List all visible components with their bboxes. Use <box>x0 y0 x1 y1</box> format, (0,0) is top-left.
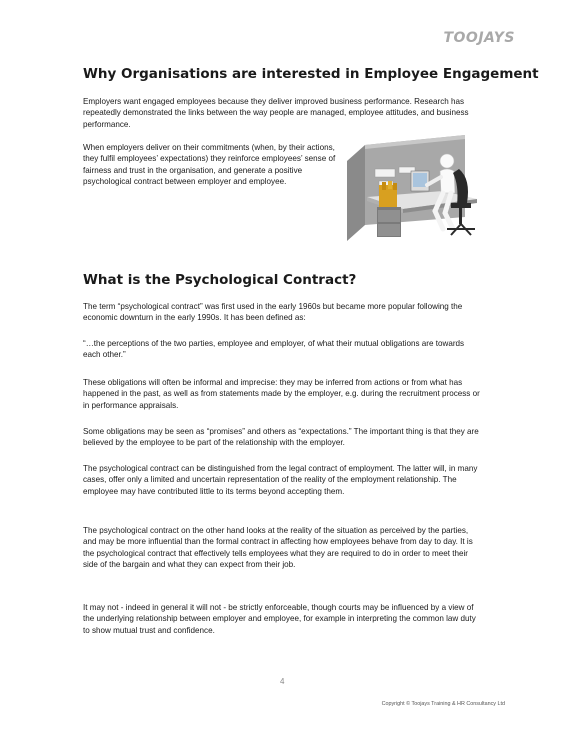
paragraph: These obligations will often be informal and imprecise: they may be inferred from actions or from what has happened in the past, as well as from statements made by the employer, e.g. during the recruitment process or in performance appraisals. <box>83 378 480 410</box>
page-number: 4 <box>280 677 285 686</box>
brand-logo-text: TOOJAYS <box>443 30 515 46</box>
paragraph: The psychological contract on the other hand looks at the reality of the situation as perceived by the parties, and may be more influential than the formal contract in affecting how employees behave from day to day. It is the psychological contract that effectively tells employees what they are required to do in order to meet their side of the bargain and what they can expect from their job. <box>83 526 473 570</box>
paragraph: The term “psychological contract” was first used in the early 1960s but became more popular following the economic downturn in the early 1990s. It has been defined as: <box>83 302 463 323</box>
office-cubicle-illustration <box>347 133 499 263</box>
copyright-notice: Copyright © Toojays Training & HR Consultancy Ltd <box>381 701 505 707</box>
paragraph: Some obligations may be seen as “promises” and others as “expectations.” The important thing is that they are believed by the employee to be part of the relationship with the employer. <box>83 427 479 448</box>
quote-paragraph: “…the perceptions of the two parties, employee and employer, of what their mutual obligations are towards each other.” <box>83 339 465 360</box>
paragraph: It may not - indeed in general it will not - be strictly enforceable, though courts may be influenced by a view of the underlying relationship between employer and employee, for example in interpreting the common law duty to show mutual trust and confidence. <box>83 603 476 635</box>
paragraph: Employers want engaged employees because they deliver improved business performance. Research has repeatedly demonstrated the links between the way people are managed, employee attitudes, and business performance. <box>83 97 469 129</box>
paragraph: The psychological contract can be distinguished from the legal contract of employment. The latter will, in many cases, offer only a limited and uncertain representation of the reality of the employment relationship. The employee may have contributed little to its terms beyond accepting them. <box>83 464 478 496</box>
paragraph: When employers deliver on their commitments (when, by their actions, they fulfil employees’ expectations) they reinforce employees’ sense of fairness and trust in the organisation, and generate a positive psychological contract between employer and employee. <box>83 143 336 187</box>
section-heading-engagement: Why Organisations are interested in Employee Engagement <box>83 66 539 82</box>
section-heading-psychological-contract: What is the Psychological Contract? <box>83 272 357 288</box>
